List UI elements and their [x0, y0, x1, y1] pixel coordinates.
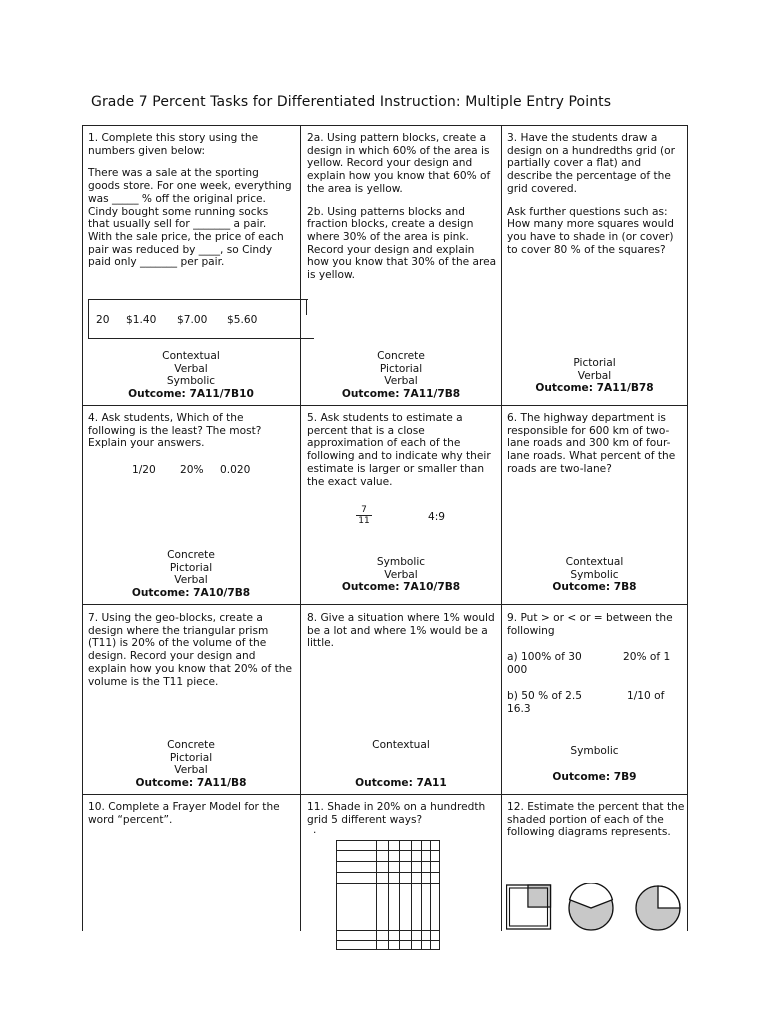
task-3-text: 3. Have the students draw a design on a hundredths grid (or partially cover a flat) and describe the percentage of the grid covered.	[507, 132, 676, 195]
tag: Symbolic	[376, 556, 426, 568]
task-5	[307, 412, 499, 498]
tag: Concrete	[167, 549, 215, 561]
task-7	[88, 612, 293, 698]
task-9a	[507, 651, 685, 676]
task-2b: 2b. Using patterns blocks and fraction blocks, create a design where 30% of the area is pink. Record your design and explain how you know that 30% of the area is yellow.	[307, 205, 497, 282]
task-7-tags	[82, 739, 300, 790]
task-9-tags	[502, 745, 687, 783]
task-6-tags	[502, 556, 687, 594]
outcome-label: Outcome: 7A11/7B8	[341, 388, 461, 401]
outcome-label: Outcome: 7A11/7B10	[128, 388, 254, 401]
value-option: 1/20	[132, 464, 156, 476]
task-10-text: 10. Complete a Frayer Model for the word “percent”.	[88, 801, 280, 826]
task-5-text: 5. Ask students to estimate a percent that is a close approximation of each of the following and to indicate why their estimate is larger or smaller than the exact value.	[307, 412, 491, 488]
task-11	[307, 801, 499, 837]
task-8-text: 8. Give a situation where 1% would be a lot and where 1% would be a little.	[307, 612, 495, 650]
tag: Concrete	[167, 739, 215, 751]
task-12-text: 12. Estimate the percent that the shaded portion of each of the following diagrams represents.	[507, 801, 685, 839]
tag: Verbal	[174, 764, 208, 777]
value-option: 0.020	[220, 464, 251, 476]
task-9-text: 9. Put > or < or = between the following	[507, 612, 673, 637]
tag: Concrete	[377, 350, 425, 362]
outcome-label: Outcome: 7A10/7B8	[341, 581, 461, 594]
tag: Contextual	[372, 739, 430, 751]
task-12-diagrams	[506, 883, 688, 931]
task-9b-left: b) 50 % of 2.5	[507, 690, 582, 702]
table-border-top	[82, 125, 688, 126]
task-6	[507, 412, 685, 486]
page-title: Grade 7 Percent Tasks for Differentiated Instruction: Multiple Entry Points	[91, 94, 612, 110]
task-2	[307, 132, 497, 292]
task-8	[307, 612, 497, 660]
task-9a-right: 20% of 1	[623, 651, 671, 663]
task-3-text2: Ask further questions such as: How many more squares would you have to shade in (or cover) to cover 80 % of the squares?	[507, 205, 674, 256]
column-divider	[300, 125, 301, 931]
number-option: 20	[96, 314, 110, 326]
hundredth-grid	[336, 840, 440, 950]
square-diagram	[507, 885, 551, 929]
outcome-label: Outcome: 7A10/7B8	[131, 587, 251, 600]
task-9	[507, 612, 685, 647]
table-border-left	[82, 125, 83, 931]
tag: Pictorial	[169, 751, 213, 764]
tag: Verbal	[577, 369, 612, 382]
task-1-intro: 1. Complete this story using the numbers given below:	[88, 132, 259, 157]
tag: Pictorial	[573, 357, 616, 369]
task-10	[88, 801, 293, 836]
outcome-label: Outcome: 7B8	[552, 581, 637, 594]
tag: Contextual	[565, 556, 624, 568]
task-4	[88, 412, 293, 460]
number-option: $1.40	[126, 314, 157, 326]
task-table	[82, 125, 688, 931]
number-option: $7.00	[177, 314, 208, 326]
outcome-label: Outcome: 7A11/B8	[135, 777, 247, 790]
row-divider	[82, 405, 688, 406]
numbers-box	[88, 299, 314, 339]
tag: Contextual	[162, 350, 220, 362]
tag: Symbolic	[570, 568, 619, 581]
task-9b	[507, 690, 685, 715]
task-4-text: 4. Ask students, Which of the following is the least? The most? Explain your answers.	[88, 412, 262, 450]
tag: Symbolic	[166, 375, 216, 388]
task-4-tags	[82, 549, 300, 600]
task-11-text: 11. Shade in 20% on a hundredth grid 5 different ways?	[307, 801, 486, 826]
task-2-tags	[301, 350, 501, 401]
value-option: 20%	[180, 464, 204, 476]
circle-diagram-1	[569, 883, 613, 930]
outcome-label: Outcome: 7A11/B78	[535, 382, 654, 395]
task-5-tags	[301, 556, 501, 594]
fraction-numerator: 7	[361, 505, 367, 515]
task-6-text: 6. The highway department is responsible for 600 km of two-lane roads and 300 km of four-lane roads. What percent of the roads are two-lane?	[507, 412, 676, 475]
outcome-label: Outcome: 7A11	[355, 776, 447, 789]
task-1-tags	[82, 350, 300, 401]
tag: Pictorial	[379, 362, 423, 375]
row-divider	[82, 794, 688, 795]
task-3-tags	[502, 357, 687, 395]
task-9a-cont: 000	[507, 663, 528, 676]
task-9b-cont: 16.3	[507, 702, 531, 715]
task-9b-right: 1/10 of	[627, 690, 665, 702]
task-7-text: 7. Using the geo-blocks, create a design where the triangular prism (T11) is 20% of the volume of the design. Record your design and explain how you know that 20% of the volume is the T11 piece.	[88, 612, 292, 688]
column-divider	[501, 125, 502, 931]
ratio: 4:9	[428, 511, 446, 523]
table-border-right	[687, 125, 688, 931]
tag: Symbolic	[570, 745, 619, 757]
tag: Verbal	[384, 375, 418, 388]
tag: Pictorial	[169, 561, 213, 574]
tag: Verbal	[174, 362, 208, 375]
task-3	[507, 132, 685, 266]
circle-diagram-2	[636, 886, 680, 930]
task-1-story: There was a sale at the sporting goods store. For one week, everything was _____ % off the original price. Cindy bought some running socks that usually sell for _______ a pair. With the sale price, the price of each pair was reduced by ____, so Cindy paid only _______ per pair.	[88, 167, 292, 269]
task-12	[507, 801, 685, 849]
fraction-denominator: 11	[356, 515, 372, 526]
task-8-tags	[301, 739, 501, 789]
stray-dot: .	[313, 824, 317, 837]
task-9a-left: a) 100% of 30	[507, 651, 582, 663]
row-divider	[82, 604, 688, 605]
task-2a: 2a. Using pattern blocks, create a design in which 60% of the area is yellow. Record your design and explain how you know that 60% of the area is yellow.	[307, 132, 491, 195]
outcome-label: Outcome: 7B9	[552, 770, 637, 783]
task-1	[88, 132, 293, 279]
tag: Verbal	[174, 574, 208, 587]
tag: Verbal	[384, 568, 418, 581]
fraction	[356, 505, 372, 526]
number-option: $5.60	[227, 314, 258, 326]
